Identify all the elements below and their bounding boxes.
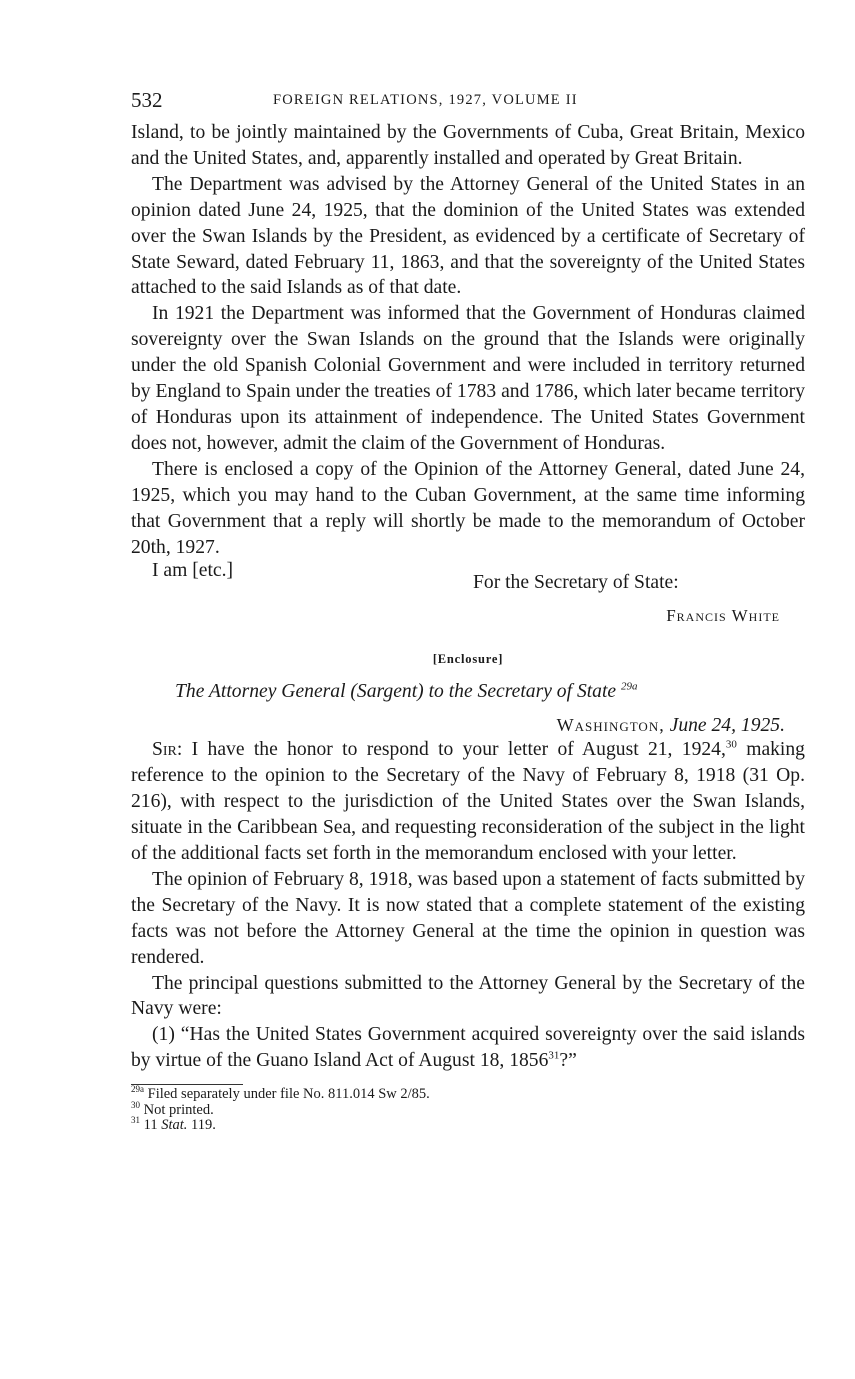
letter-paragraph-4-b: ?” <box>559 1050 577 1072</box>
letter-paragraph-3: The principal questions submitted to the Attorney General by the Secretary of the Navy were: <box>131 972 805 1020</box>
footnote-ref-29a: 29a <box>621 680 638 693</box>
footnote-text: Not printed. <box>143 1101 214 1118</box>
letter-paragraph-1 <box>131 737 805 867</box>
paragraph-honduras-claim: In 1921 the Department was informed that the Government of Honduras claimed sovereignty over the Swan Islands on the ground that the Islands were originally under the old Spanish Colonial Government and were included in territory returned by England to Spain under the treaties of 1783 and 1786, which later became territory of Honduras upon its attainment of independence. The United States Government does not, however, admit the claim of the Government of Honduras. <box>131 303 805 454</box>
page-number: 532 <box>131 88 163 112</box>
letter-paragraph-1-a: I have the honor to respond to your letter of August 21, 1924, <box>191 739 726 761</box>
letter-paragraph-4-a: (1) “Has the United States Government acquired sovereignty over the said islands by virtue of the Guano Island Act of August 18, 1856 <box>131 1024 805 1072</box>
signer-name: Francis White <box>666 606 780 626</box>
paragraph-attorney-opinion: The Department was advised by the Attorney General of the United States in an opinion dated June 24, 1925, that the dominion of the United States was extended over the Swan Islands by the President, as evidenced by a certificate of Secretary of State Seward, dated February 11, 1863, and that the sovereignty of the United States attached to the said Islands as of that date. <box>131 173 805 299</box>
footnote <box>131 1099 805 1119</box>
running-title: FOREIGN RELATIONS, 1927, VOLUME II <box>273 92 578 108</box>
dateline-date: June 24, 1925. <box>669 715 785 737</box>
footnote-ref-30: 30 <box>725 738 737 751</box>
footnote-mark: 31 <box>131 1115 140 1126</box>
footnote-text-italic: Stat. <box>161 1117 188 1134</box>
footnote-ref-31: 31 <box>548 1049 560 1062</box>
page-header <box>131 88 805 116</box>
footnote-mark: 30 <box>131 1099 140 1110</box>
letter-paragraph-2: The opinion of February 8, 1918, was based upon a statement of facts submitted by the Secretary of the Navy. It is now stated that a complete statement of the existing facts was not before the Attorney General at the time the opinion in question was rendered. <box>131 868 805 968</box>
document-page <box>131 88 805 1134</box>
enclosure-title <box>175 681 805 703</box>
letter-closing <box>131 560 805 616</box>
letter-paragraph-4 <box>131 1022 805 1074</box>
footnote-text-b: 119. <box>187 1117 216 1134</box>
footnote-text: Filed separately under file No. 811.014 Sw 2/85. <box>147 1086 430 1103</box>
for-secretary-line: For the Secretary of State: <box>473 572 679 594</box>
enclosure-label: [Enclosure] <box>432 652 504 667</box>
paragraph-continued: Island, to be jointly maintained by the Governments of Cuba, Great Britain, Mexico and the United States, and, apparently installed and operated by Great Britain. <box>131 122 805 169</box>
dateline <box>131 715 785 737</box>
footnote-text-a: 11 <box>143 1117 162 1134</box>
footnotes <box>131 1084 805 1134</box>
footnote <box>131 1115 805 1134</box>
paragraph-enclosed-copy: There is enclosed a copy of the Opinion of the Attorney General, dated June 24, 1925, which you may hand to the Cuban Government, at the same time informing that Government that a reply will shortly be made to the memorandum of October 20th, 1927. <box>131 458 805 558</box>
dateline-place: Washington, <box>556 715 665 736</box>
salutation: Sir: <box>152 739 183 761</box>
footnote-mark: 29a <box>131 1084 144 1095</box>
letter-paragraph-1-b: making reference to the opinion to the Secretary of the Navy of February 8, 1918 (31 Op. 216), with respect to the jurisdiction of the United States over the Swan Islands, situate in the Caribbean Sea, and requesting reconsideration of the subject in the light of the additional facts set forth in the memorandum enclosed with your letter. <box>131 739 805 865</box>
closing-phrase: I am [etc.] <box>152 560 234 582</box>
enclosure-title-text: The Attorney General (Sargent) to the Secretary of State <box>175 681 617 703</box>
footnote <box>131 1084 805 1103</box>
